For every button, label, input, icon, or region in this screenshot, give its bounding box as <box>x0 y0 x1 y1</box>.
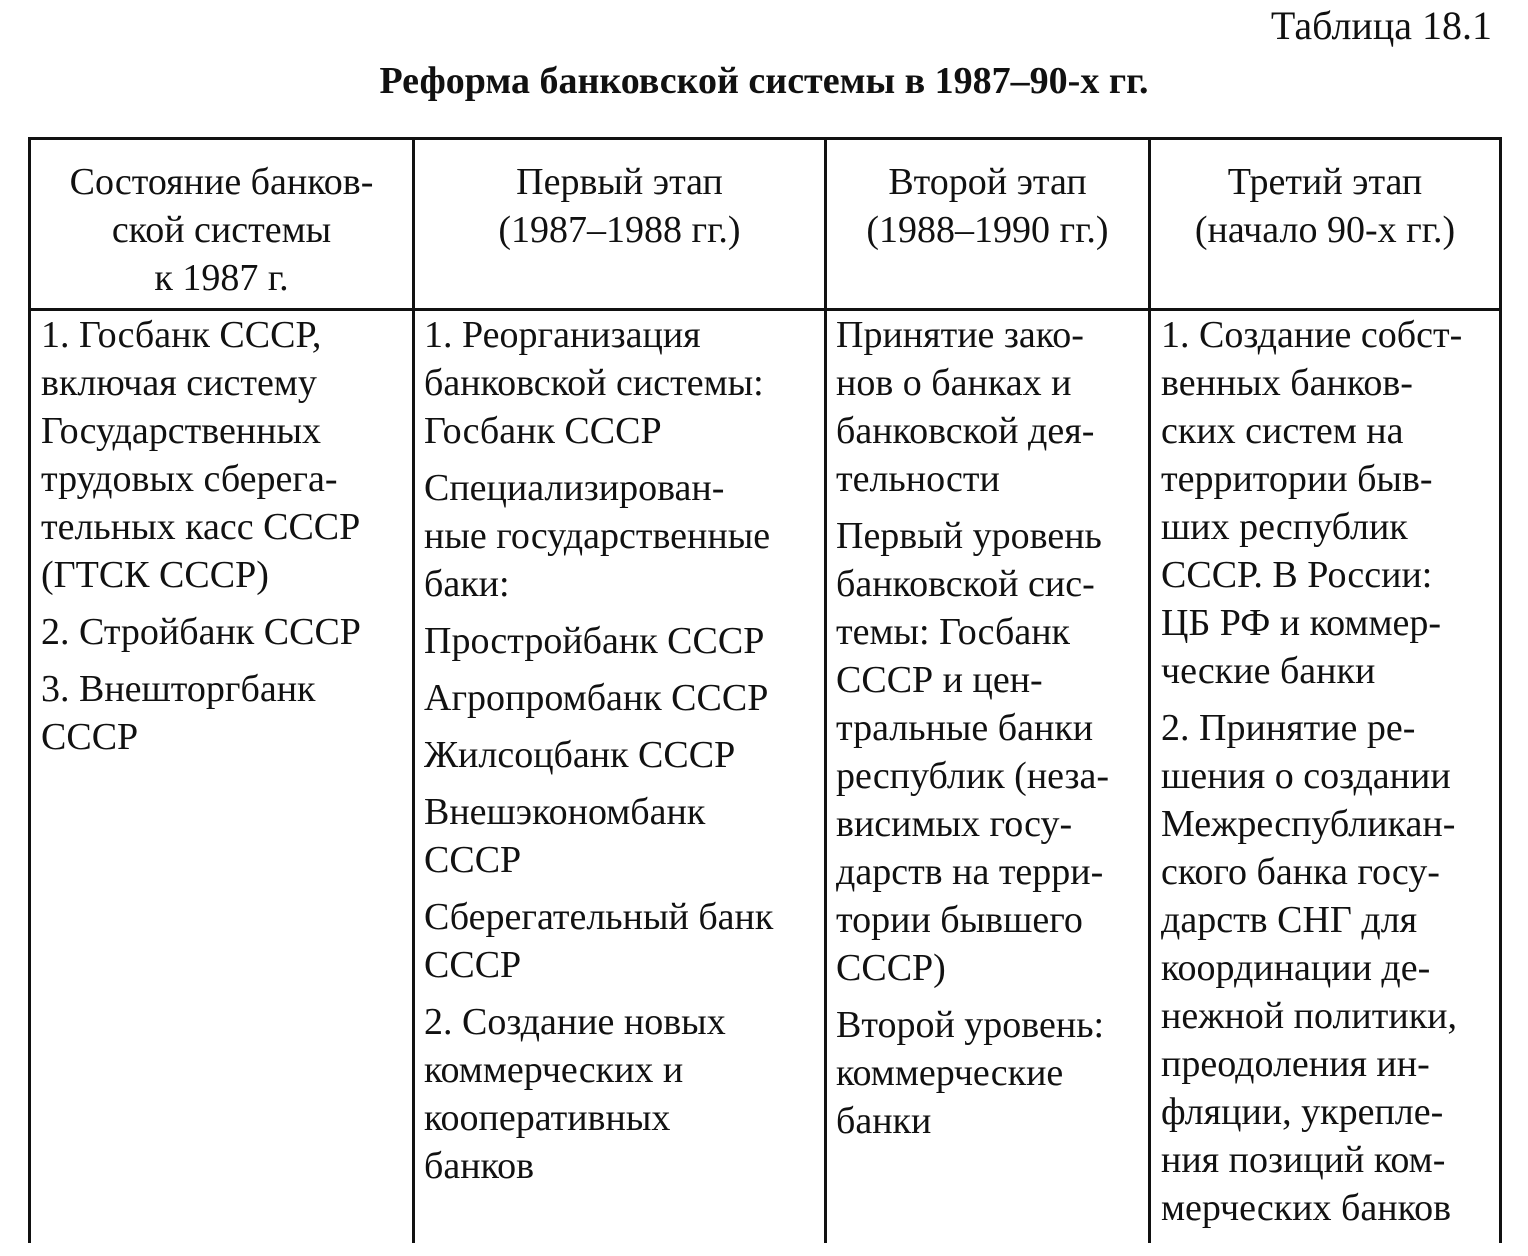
cell-line: банков <box>424 1145 535 1187</box>
cell-line: тральные банки <box>836 707 1094 749</box>
cell-line: 1. Создание собст- <box>1161 314 1463 356</box>
cell-line: нежной политики, <box>1161 995 1458 1037</box>
cell-line: дарств на терри- <box>836 851 1104 893</box>
cell-line: шения о создании <box>1161 755 1451 797</box>
cell-line: территории быв- <box>1161 458 1433 500</box>
header-line: (начало 90-х гг.) <box>1194 209 1456 251</box>
cell-line: Первый уровень <box>836 515 1102 557</box>
header-line: Второй этап <box>888 161 1087 203</box>
cell-line: тельных касс СССР <box>41 506 361 548</box>
cell-line: включая систему <box>41 362 317 404</box>
header-cell-stage-3 <box>1151 140 1499 311</box>
cell-line: трудовых сберега- <box>41 458 338 500</box>
header-line: (1987–1988 гг.) <box>498 209 741 251</box>
cell-line: 1. Госбанк СССР, <box>41 314 322 356</box>
cell-line: банки <box>836 1100 932 1142</box>
cell-line: ЦБ РФ и коммер- <box>1161 602 1442 644</box>
header-line: Третий этап <box>1227 161 1423 203</box>
cell-line: Сберегательный банк <box>424 896 774 938</box>
cell-line: ные государственные <box>424 515 771 557</box>
cell-line: Агропромбанк СССР <box>424 677 769 719</box>
cell-line: Государственных <box>41 410 322 452</box>
header-line: (1988–1990 гг.) <box>866 209 1109 251</box>
cell-line: ских систем на <box>1161 410 1404 452</box>
header-line: Состояние банков- <box>69 161 374 203</box>
cell-line: ческие банки <box>1161 650 1376 692</box>
header-cell-stage-2 <box>827 140 1151 311</box>
cell-line: тельности <box>836 458 1000 500</box>
header-line: ской системы <box>111 209 332 251</box>
column-text-stage-3 <box>1161 311 1499 1232</box>
cell-line: Специализирован- <box>424 467 725 509</box>
cell-line: координации де- <box>1161 947 1431 989</box>
cell-line: 2. Принятие ре- <box>1161 707 1416 749</box>
cell-line: висимых госу- <box>836 803 1073 845</box>
cell-line: тории бывшего <box>836 899 1083 941</box>
cell-line: банковской дея- <box>836 410 1095 452</box>
cell-line: фляции, укрепле- <box>1161 1091 1444 1133</box>
cell-line: Жилсоцбанк СССР <box>424 734 736 776</box>
table-number: Таблица 18.1 <box>1270 3 1492 48</box>
table-title: Реформа банковской системы в 1987–90-х гг. <box>379 60 1149 102</box>
cell-line: ния позиций ком- <box>1161 1139 1446 1181</box>
cell-line: коммерческие <box>836 1052 1064 1094</box>
cell-line: Второй уровень: <box>836 1004 1105 1046</box>
header-cell-stage-1 <box>415 140 827 311</box>
header-line: Первый этап <box>516 161 723 203</box>
cell-line: 3. Внешторгбанк <box>41 668 316 710</box>
column-text-state <box>41 311 415 761</box>
cell-line: банковской сис- <box>836 563 1095 605</box>
cell-line: мерческих банков <box>1161 1187 1452 1229</box>
cell-line: дарств СНГ для <box>1161 899 1418 941</box>
cell-line: кооперативных <box>424 1097 671 1139</box>
cell-line: Простройбанк СССР <box>424 620 765 662</box>
cell-line: ского банка госу- <box>1161 851 1440 893</box>
cell-line: ших республик <box>1161 506 1408 548</box>
cell-line: банковской системы: <box>424 362 764 404</box>
cell-line: СССР. В России: <box>1161 554 1433 596</box>
cell-line: темы: Госбанк <box>836 611 1071 653</box>
cell-line: Межреспубликан- <box>1161 803 1456 845</box>
cell-line: СССР <box>41 716 139 758</box>
cell-line: 2. Стройбанк СССР <box>41 611 361 653</box>
cell-line: 2. Создание новых <box>424 1001 726 1043</box>
header-cell-state <box>31 140 415 311</box>
cell-line: нов о банках и <box>836 362 1072 404</box>
cell-line: СССР) <box>836 947 946 989</box>
cell-line: республик (неза- <box>836 755 1110 797</box>
cell-line: СССР <box>424 839 522 881</box>
cell-line: Госбанк СССР <box>424 410 662 452</box>
cell-line: СССР <box>424 944 522 986</box>
cell-line: 1. Реорганизация <box>424 314 701 356</box>
header-line: к 1987 г. <box>154 257 289 299</box>
cell-line: баки: <box>424 563 510 605</box>
cell-line: коммерческих и <box>424 1049 684 1091</box>
column-text-stage-1 <box>424 311 824 1190</box>
cell-line: преодоления ин- <box>1161 1043 1430 1085</box>
cell-line: Внешэкономбанк <box>424 791 706 833</box>
cell-line: венных банков- <box>1161 362 1413 404</box>
cell-line: СССР и цен- <box>836 659 1043 701</box>
column-text-stage-2 <box>836 311 1148 1145</box>
cell-line: Принятие зако- <box>836 314 1084 356</box>
cell-line: (ГТСК СССР) <box>41 554 269 596</box>
